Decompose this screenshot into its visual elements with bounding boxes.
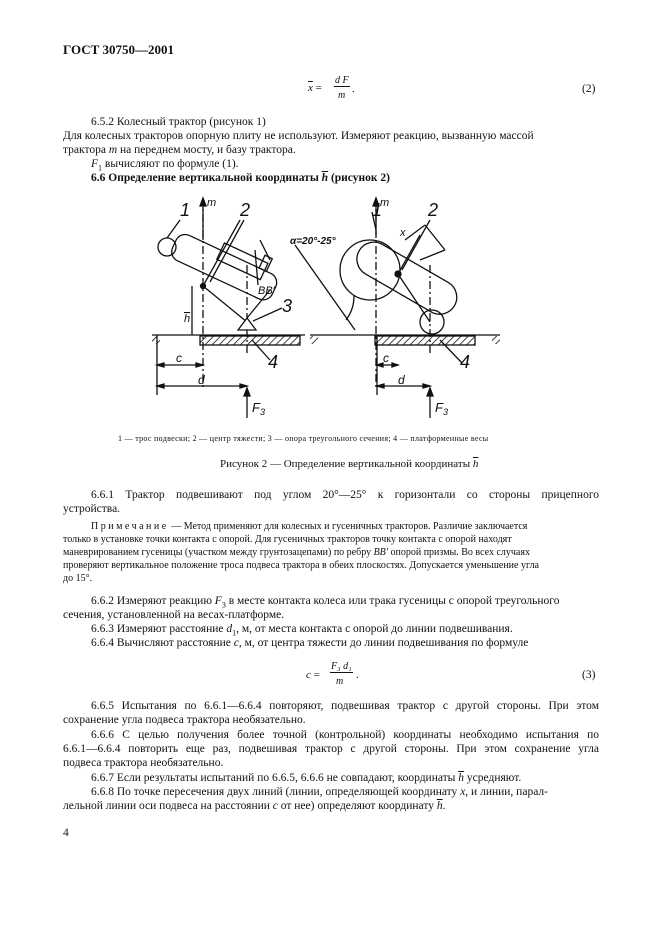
- formula-2-denominator: m: [338, 90, 346, 101]
- note-line-2: только в установке точки контакта с опорой. Для гусеничных тракторов точку контакта с опорой находят: [63, 534, 512, 545]
- fig-label-1-right: 1: [372, 200, 383, 220]
- formula-2-dot: .: [352, 83, 355, 95]
- formula-3-denominator: m: [336, 676, 344, 687]
- section-6-6-6-l2: 6.6.1—6.6.4 повторить еще раз, подвешивая трактор с другой стороны. При этом сохранение угла: [63, 743, 599, 755]
- note-line-5: до 15°.: [63, 573, 93, 584]
- section-6-5-2-p3: $F_1$ вычисляют по формуле (1).: [91, 158, 239, 173]
- formula-2-eq: =: [315, 82, 322, 94]
- fig-label-d-right: d: [398, 373, 405, 387]
- section-6-6-2-l1: 6.6.2 Измеряют реакцию $F_3$ в месте контакта колеса или трака гусеницы с опорой треугольного: [91, 595, 560, 610]
- fig-label-1-left: 1: [180, 200, 191, 220]
- section-6-6-8-l2: лельной линии оси подвеса на расстоянии c от нее) определяют координату $\overline{h}$.: [63, 800, 446, 812]
- fig-label-h-left: h: [184, 313, 191, 325]
- formula-3-number: (3): [582, 669, 596, 681]
- section-6-5-2-p1: Для колесных тракторов опорную плиту не используют. Измеряют реакцию, вызванную массой: [63, 130, 534, 142]
- fig-label-4-right: 4: [460, 352, 471, 372]
- fig-label-c-right: c: [383, 351, 389, 365]
- fig-label-bb: BB′: [258, 285, 275, 297]
- section-6-6-1-l2: устройства.: [63, 503, 121, 515]
- formula-3-dot: .: [356, 669, 359, 681]
- section-6-6-1-l1: 6.6.1 Трактор подвешивают под углом 20°—25° к горизонтали со стороны прицепного: [91, 489, 599, 501]
- fig-label-f3-right: $F_3$: [435, 400, 448, 417]
- figure-2-caption: Рисунок 2 — Определение вертикальной координаты $\overline{h}$: [220, 458, 479, 470]
- document-header: ГОСТ 30750—2001: [63, 42, 175, 57]
- section-6-6-3: 6.6.3 Измеряют расстояние $d_1$, м, от места контакта с опорой до линии подвешивания.: [91, 623, 513, 638]
- note-line-1: Примечание — Метод применяют для колесных и гусеничных тракторов. Различие заключается: [91, 521, 528, 532]
- formula-2-numerator: d F: [335, 75, 349, 86]
- fig-label-m-left: m: [207, 197, 217, 209]
- fig-label-m-right: m: [380, 197, 390, 209]
- fig-label-c-left: c: [176, 351, 182, 365]
- section-6-6-5-l2: сохранение угла подвеса трактора необязательно.: [63, 714, 306, 726]
- fig-label-x: x: [400, 227, 406, 239]
- fig-label-alpha: α=20°-25°: [290, 236, 336, 247]
- formula-2: [308, 82, 322, 94]
- note-line-4: проверяют вертикальное положение троса подвеса трактора в обеих плоскостях. Допускается уменьшение угла: [63, 560, 539, 571]
- figure-2-drawing: [140, 190, 530, 420]
- figure-2-legend: 1 — трос подвески; 2 — центр тяжести; 3 — опора треугольного сечения; 4 — платформенные весы: [118, 434, 489, 443]
- note-line-3: маневрированием гусеницы (участком между грунтозацепами) по ребру BB′ опорой призмы. Во всех случаях: [63, 547, 530, 558]
- formula-2-lhs: $\overline{x}$: [308, 82, 313, 94]
- section-6-6-8-l1: 6.6.8 По точке пересечения двух линий (линии, определяющей координату x, и линии, парал-: [91, 786, 548, 798]
- fig-label-2-left: 2: [240, 200, 251, 220]
- section-6-6-4: 6.6.4 Вычисляют расстояние c, м, от центра тяжести до линии подвешивания по формуле: [91, 637, 529, 649]
- fig-label-4-left: 4: [268, 352, 279, 372]
- section-6-6-7: 6.6.7 Если результаты испытаний по 6.6.5, 6.6.6 не совпадают, координаты $\overline{h}$ усредняют.: [91, 772, 522, 784]
- section-6-5-2-title: 6.5.2 Колесный трактор (рисунок 1): [91, 116, 266, 128]
- fig-label-2-right: 2: [428, 200, 439, 220]
- fig-label-f3-left: $F_3$: [252, 400, 265, 417]
- formula-3: c =: [306, 669, 320, 681]
- section-6-6-5-l1: 6.6.5 Испытания по 6.6.1—6.6.4 повторяют, подвешивая трактор с другой стороны. При этом: [91, 700, 599, 712]
- formula-3-numerator: F₃ d₁: [331, 661, 352, 672]
- section-6-6-6-l3: подвеса трактора необязательно.: [63, 757, 224, 769]
- page-number: 4: [63, 827, 69, 839]
- section-6-6-title: 6.6 Определение вертикальной координаты $\overline{h}$ (рисунок 2): [91, 172, 390, 184]
- fig-label-d-left: d: [198, 373, 205, 387]
- section-6-6-6-l1: 6.6.6 С целью получения более точной (контрольной) координаты необходимо испытания по: [91, 729, 599, 741]
- section-6-5-2-p2: трактора m на переднем мосту, и базу трактора.: [63, 144, 296, 156]
- fig-label-3: 3: [282, 296, 293, 316]
- section-6-6-2-l2: сечения, установленной на весах-платформе.: [63, 609, 285, 621]
- formula-2-number: (2): [582, 83, 596, 95]
